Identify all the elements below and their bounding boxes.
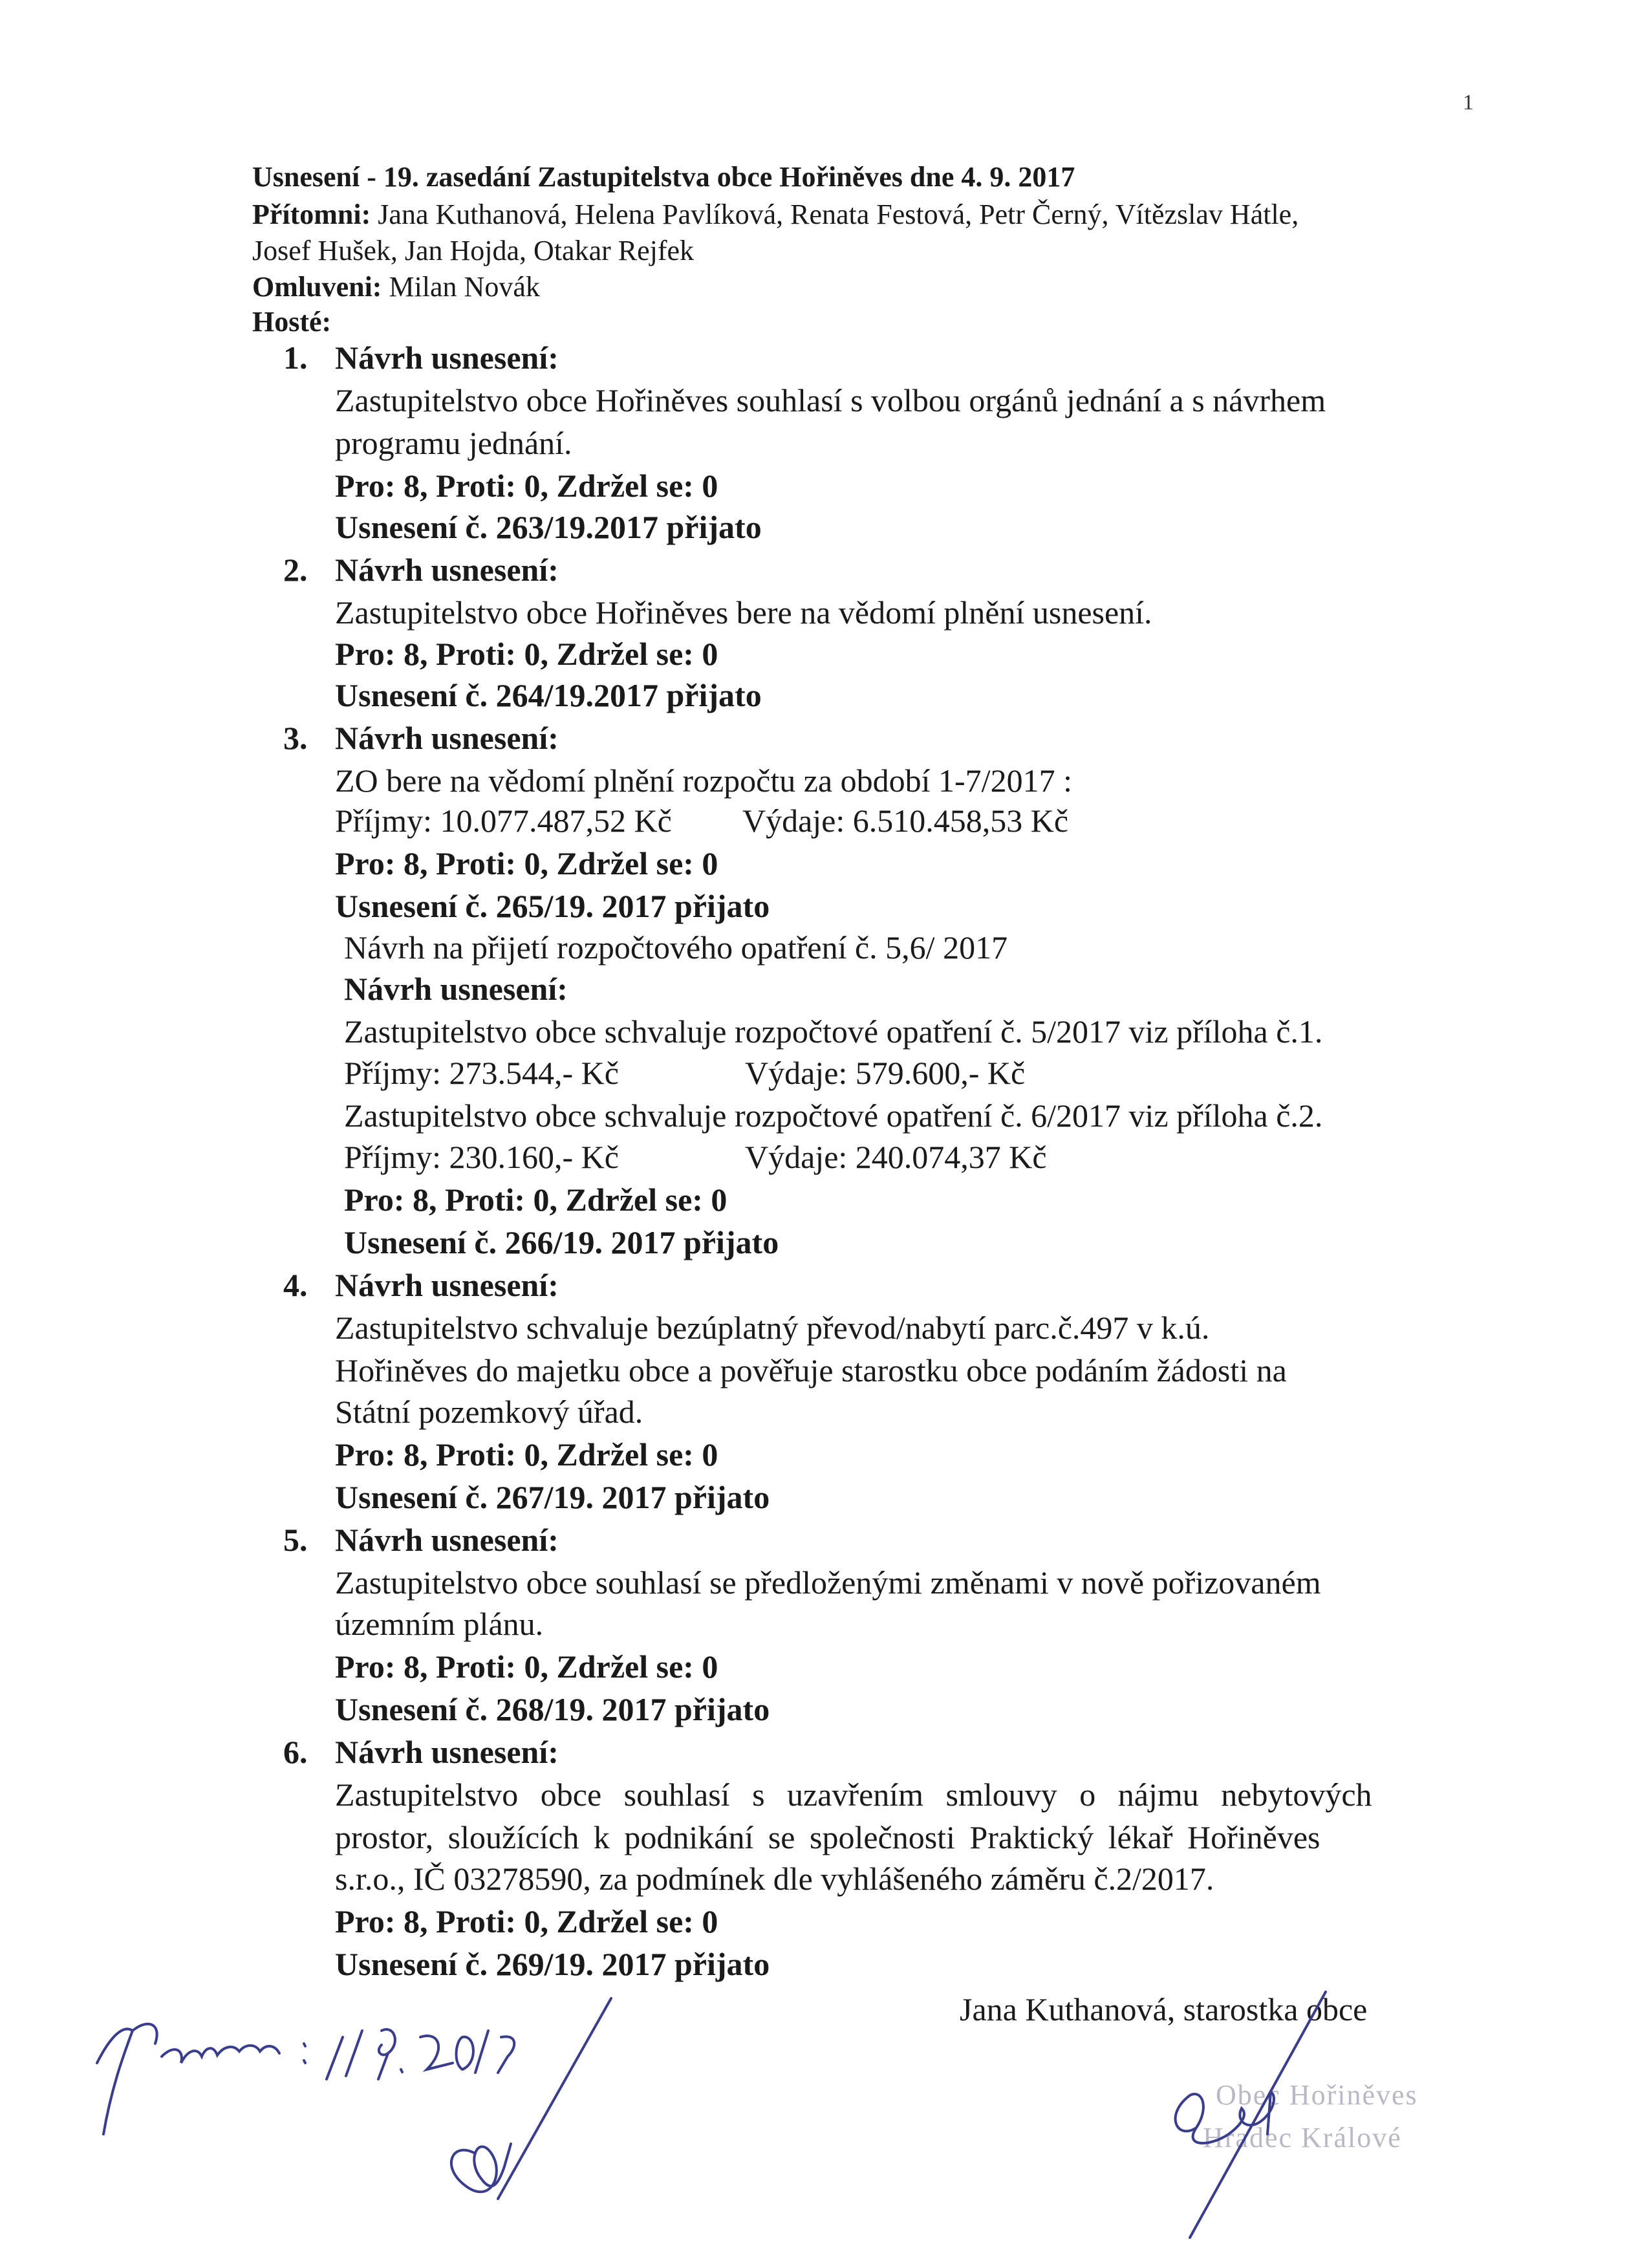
item-4-text-3: Státní pozemkový úřad. bbox=[335, 1394, 643, 1430]
item-4-text-2: Hořiněves do majetku obce a pověřuje starostku obce podáním žádosti na bbox=[335, 1352, 1287, 1388]
item-4-text-1: Zastupitelstvo schvaluje bezúplatný převod/nabytí parc.č.497 v k.ú. bbox=[335, 1310, 1210, 1346]
item-6-heading: Návrh usnesení: bbox=[335, 1734, 559, 1770]
item-5-heading: Návrh usnesení: bbox=[335, 1522, 559, 1558]
item-3-sub-vote: Pro: 8, Proti: 0, Zdržel se: 0 bbox=[344, 1182, 727, 1218]
item-4-vote: Pro: 8, Proti: 0, Zdržel se: 0 bbox=[335, 1436, 718, 1473]
item-6-result: Usnesení č. 269/19. 2017 přijato bbox=[335, 1946, 770, 1982]
item-3-heading: Návrh usnesení: bbox=[335, 720, 559, 756]
item-3-sub-heading: Návrh usnesení: bbox=[344, 971, 568, 1007]
stamp-line-1: Obec Hořiněves bbox=[1216, 2079, 1418, 2111]
item-3-sub-income-1: Příjmy: 273.544,- Kč bbox=[344, 1055, 619, 1091]
item-4-heading: Návrh usnesení: bbox=[335, 1267, 559, 1303]
document-title: Usnesení - 19. zasedání Zastupitelstva obce Hořiněves dne 4. 9. 2017 bbox=[252, 161, 1075, 193]
item-3-sub-expense-1: Výdaje: 579.600,- Kč bbox=[745, 1055, 1026, 1091]
stamp-line-2: Hradec Králové bbox=[1203, 2122, 1402, 2154]
item-3-vote: Pro: 8, Proti: 0, Zdržel se: 0 bbox=[335, 845, 718, 881]
item-5-result: Usnesení č. 268/19. 2017 přijato bbox=[335, 1691, 770, 1727]
item-4-result: Usnesení č. 267/19. 2017 přijato bbox=[335, 1479, 770, 1515]
present-names-1: Jana Kuthanová, Helena Pavlíková, Renata Festová, Petr Černý, Vítězslav Hátle, bbox=[378, 199, 1299, 230]
item-6-text-2: prostor, sloužících k podnikání se společnosti Praktický lékař Hořiněves bbox=[335, 1819, 1320, 1855]
official-signature bbox=[451, 1992, 1326, 2238]
page-number: 1 bbox=[1463, 91, 1474, 114]
item-3-sub-line-2: Zastupitelstvo obce schvaluje rozpočtové opatření č. 6/2017 viz příloha č.2. bbox=[344, 1097, 1323, 1134]
item-4-number: 4. bbox=[283, 1267, 308, 1303]
item-5-text-2: územním plánu. bbox=[335, 1606, 544, 1642]
item-1-vote: Pro: 8, Proti: 0, Zdržel se: 0 bbox=[335, 468, 718, 504]
item-5-number: 5. bbox=[283, 1522, 308, 1558]
item-1-heading: Návrh usnesení: bbox=[335, 340, 559, 376]
item-6-text-1: Zastupitelstvo obce souhlasí s uzavřením smlouvy o nájmu nebytových bbox=[335, 1777, 1372, 1813]
item-3-result: Usnesení č. 265/19. 2017 přijato bbox=[335, 888, 770, 924]
item-1-text-1: Zastupitelstvo obce Hořiněves souhlasí s volbou orgánů jednání a s návrhem bbox=[335, 382, 1326, 418]
item-3-number: 3. bbox=[283, 720, 308, 756]
item-3-sub-expense-2: Výdaje: 240.074,37 Kč bbox=[745, 1139, 1047, 1175]
item-6-text-3: s.r.o., IČ 03278590, za podmínek dle vyhlášeného záměru č.2/2017. bbox=[335, 1861, 1214, 1897]
item-6-vote: Pro: 8, Proti: 0, Zdržel se: 0 bbox=[335, 1903, 718, 1939]
signatory: Jana Kuthanová, starostka obce bbox=[960, 1991, 1368, 2027]
item-3-income: Příjmy: 10.077.487,52 Kč bbox=[335, 803, 672, 839]
item-2-number: 2. bbox=[283, 552, 308, 588]
item-5-vote: Pro: 8, Proti: 0, Zdržel se: 0 bbox=[335, 1648, 718, 1685]
item-2-vote: Pro: 8, Proti: 0, Zdržel se: 0 bbox=[335, 636, 718, 672]
item-2-text-1: Zastupitelstvo obce Hořiněves bere na vědomí plnění usnesení. bbox=[335, 594, 1152, 631]
guests-label: Hosté: bbox=[252, 306, 332, 338]
item-3-sub-income-2: Příjmy: 230.160,- Kč bbox=[344, 1139, 619, 1175]
item-3-sub-intro: Návrh na přijetí rozpočtového opatření č. 5,6/ 2017 bbox=[344, 929, 1008, 966]
excused-value: Milan Novák bbox=[389, 271, 540, 303]
item-2-heading: Návrh usnesení: bbox=[335, 552, 559, 588]
item-3-text-1: ZO bere na vědomí plnění rozpočtu za období 1-7/2017 : bbox=[335, 762, 1072, 799]
posting-date-note bbox=[97, 2024, 514, 2134]
item-1-number: 1. bbox=[283, 340, 308, 376]
item-1-text-2: programu jednání. bbox=[335, 425, 572, 461]
item-5-text-1: Zastupitelstvo obce souhlasí se předloženými změnami v nově pořizovaném bbox=[335, 1564, 1321, 1601]
item-3-sub-result: Usnesení č. 266/19. 2017 přijato bbox=[344, 1224, 779, 1260]
present-names-2: Josef Hušek, Jan Hojda, Otakar Rejfek bbox=[252, 235, 695, 266]
item-6-number: 6. bbox=[283, 1734, 308, 1770]
item-1-result: Usnesení č. 263/19.2017 přijato bbox=[335, 509, 762, 545]
excused-label: Omluveni: bbox=[252, 271, 382, 303]
item-3-sub-line-1: Zastupitelstvo obce schvaluje rozpočtové opatření č. 5/2017 viz příloha č.1. bbox=[344, 1013, 1323, 1050]
present-label: Přítomni: bbox=[252, 199, 371, 230]
item-2-result: Usnesení č. 264/19.2017 přijato bbox=[335, 677, 762, 713]
item-3-expense: Výdaje: 6.510.458,53 Kč bbox=[742, 803, 1069, 839]
